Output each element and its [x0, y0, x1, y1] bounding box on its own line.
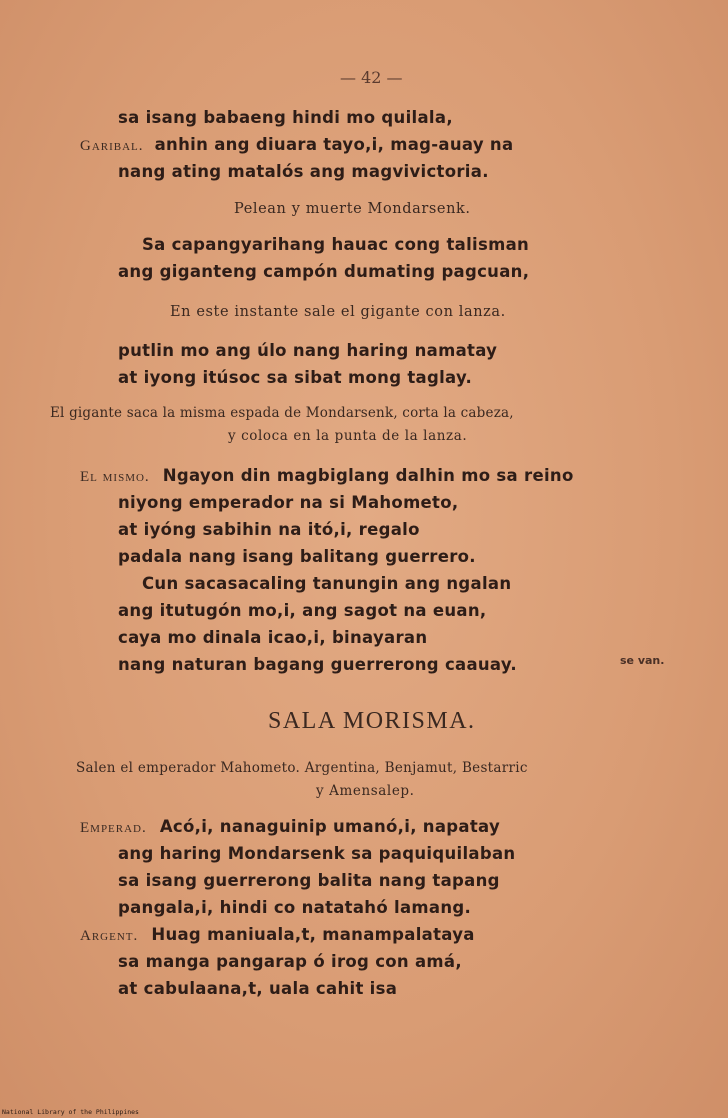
verse-text: Acó,i, nanaguinip umanó,i, napatay — [159, 817, 501, 836]
stage-direction: Salen el emperador Mahometo. Argentina, Benjamut, Bestarric — [76, 760, 528, 776]
speaker-name: Argent. — [80, 928, 139, 944]
stage-direction: Pelean y muerte Mondarsenk. — [234, 201, 471, 217]
speaker-name: El mismo. — [80, 469, 150, 485]
verse-line: pangala,i, hindi co natatahó lamang. — [118, 898, 472, 917]
stage-direction: En este instante sale el gigante con lanza. — [170, 304, 506, 320]
verse-line: at cabulaana,t, uala cahit isa — [118, 979, 398, 998]
verse-line: ang giganteng campón dumating pagcuan, — [118, 262, 530, 281]
verse-line: putlin mo ang úlo nang haring namatay — [118, 341, 498, 360]
library-watermark: National Library of the Philippines — [2, 1108, 139, 1116]
verse-line: at iyóng sabihin na itó,i, regalo — [118, 520, 420, 539]
verse-line: caya mo dinala icao,i, binayaran — [118, 628, 428, 647]
speaker-name: Emperad. — [80, 820, 147, 836]
verse-line: niyong emperador na si Mahometo, — [118, 493, 459, 512]
stage-direction: y coloca en la punta de la lanza. — [228, 428, 468, 444]
stage-direction: y Amensalep. — [316, 783, 415, 799]
speaker-line — [80, 925, 475, 945]
verse-line: at iyong itúsoc sa sibat mong taglay. — [118, 368, 473, 387]
verse-line: Sa capangyarihang hauac cong talisman — [142, 235, 530, 254]
verse-text: anhin ang diuara tayo,i, mag-auay na — [154, 135, 514, 154]
verse-line: sa isang babaeng hindi mo quilala, — [118, 108, 453, 127]
verse-line: sa manga pangarap ó irog con amá, — [118, 952, 462, 971]
verse-line: nang ating matalós ang magvivictoria. — [118, 162, 489, 181]
speaker-line — [80, 135, 513, 155]
verse-line: nang naturan bagang guerrerong caauay. — [118, 655, 517, 674]
verse-line: Cun sacasacaling tanungin ang ngalan — [142, 574, 512, 593]
verse-text: Ngayon din magbiglang dalhin mo sa reino — [162, 466, 574, 485]
speaker-line — [80, 466, 574, 486]
stage-direction: El gigante saca la misma espada de Mondarsenk, corta la cabeza, — [50, 405, 514, 421]
scene-heading: SALA MORISMA. — [268, 708, 476, 734]
verse-line: ang haring Mondarsenk sa paquiquilaban — [118, 844, 516, 863]
verse-line: padala nang isang balitang guerrero. — [118, 547, 476, 566]
verse-line: ang itutugón mo,i, ang sagot na euan, — [118, 601, 487, 620]
exit-direction: se van. — [620, 654, 665, 667]
page-number: — 42 — — [340, 68, 403, 87]
verse-line: sa isang guerrerong balita nang tapang — [118, 871, 500, 890]
speaker-name: Garibal. — [80, 138, 144, 154]
speaker-line — [80, 817, 500, 837]
verse-text: Huag maniuala,t, manampalataya — [151, 925, 475, 944]
